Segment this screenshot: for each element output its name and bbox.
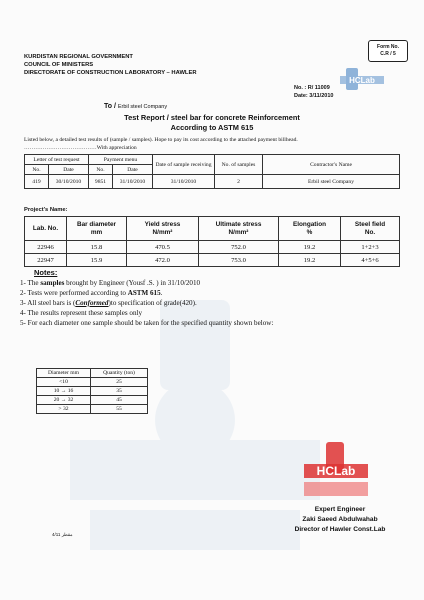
table-row xyxy=(25,241,400,254)
cell-elongation: 19.2 xyxy=(279,254,341,267)
organization-header xyxy=(24,53,197,77)
hdr-payment-no: No. xyxy=(89,165,113,175)
stamp-logo-text: HCLab xyxy=(316,464,356,478)
note-3-c: )to specification of grade(420). xyxy=(108,299,197,307)
signature-position: Director of Hawler Const.Lab xyxy=(294,526,386,533)
cell-sample-date: 31/10/2010 xyxy=(153,175,215,189)
quantity-table xyxy=(36,368,148,414)
note-1 xyxy=(20,278,410,288)
hdr-contractor: Contractor's Name xyxy=(263,155,400,175)
report-title xyxy=(60,113,364,133)
laboratory-stamp xyxy=(296,440,376,504)
addressee xyxy=(104,103,167,110)
signature-name: Zaki Saeed Abdulwahab xyxy=(302,516,378,523)
header-line-2: COUNCIL OF MINISTERS xyxy=(24,62,94,68)
note-3-b: Conformed xyxy=(75,299,109,307)
hdr-letter-request: Letter of test request xyxy=(25,155,89,165)
cell-lab-no: 22947 xyxy=(25,254,67,267)
cell-steel-field: 1+2+3 xyxy=(341,241,400,254)
cell-yield-stress: 470.5 xyxy=(127,241,199,254)
hdr-letter-no: No. xyxy=(25,165,49,175)
cell-steel-field: 4+5+6 xyxy=(341,254,400,267)
project-name-label: Project's Name: xyxy=(24,207,68,213)
intro-text xyxy=(24,136,404,152)
hdr-payment-menu: Payment menu xyxy=(89,155,153,165)
hdr-yield-stress xyxy=(127,217,199,241)
note-4: 4- The results represent these samples only xyxy=(20,309,143,317)
cell-ultimate-stress: 753.0 xyxy=(199,254,279,267)
hclab-logo xyxy=(340,66,384,92)
hdr-sample-date: Date of sample receiving xyxy=(153,155,215,175)
cell-quantity: 45 xyxy=(91,396,148,405)
hdr-ultimate-stress xyxy=(199,217,279,241)
cell-yield-stress: 472.0 xyxy=(127,254,199,267)
table-row xyxy=(37,405,148,414)
cell-contractor: Erbil steel Company xyxy=(263,175,400,189)
cell-diameter: > 32 xyxy=(37,405,91,414)
cell-diameter: 10 → 16 xyxy=(37,387,91,396)
notes-heading: Notes: xyxy=(34,268,58,277)
hdr-steel-field xyxy=(341,217,400,241)
hdr-lab-no xyxy=(25,217,67,241)
signature-block xyxy=(266,505,414,535)
cell-letter-no: 419 xyxy=(25,175,49,189)
note-2-a: 2- Tests were performed according to xyxy=(20,289,128,297)
note-3-a: 3- All steel bars is ( xyxy=(20,299,76,307)
report-number: No. : R/ 11009 xyxy=(294,85,330,91)
note-1-b: samples xyxy=(40,279,65,287)
table-row xyxy=(37,387,148,396)
hdr-sample-count: No. of samples xyxy=(215,155,263,175)
form-number-value: C.R / 5 xyxy=(380,51,396,57)
cell-payment-date: 31/10/2010 xyxy=(113,175,153,189)
hdr-letter-date: Date xyxy=(49,165,89,175)
intro-line-1: Listed below, a detailed test results of (sample / samples). Hope to pay its cost according to the attached payment billhead. xyxy=(24,137,298,143)
cell-letter-date: 30/10/2010 xyxy=(49,175,89,189)
addressee-name: Erbil steel Company xyxy=(117,104,168,110)
note-5: 5- For each diameter one sample should be taken for the specified quantity shown below: xyxy=(20,319,274,327)
hdr-steel-field-l2: No. xyxy=(364,228,376,236)
cell-sample-count: 2 xyxy=(215,175,263,189)
footer-note: 4/11 مقطر xyxy=(52,532,73,537)
table-row xyxy=(25,175,400,189)
hdr-elongation xyxy=(279,217,341,241)
hdr-ultimate-stress-l2: N/mm² xyxy=(228,228,249,236)
note-2-b: ASTM 615 xyxy=(127,289,161,297)
table-row xyxy=(25,254,400,267)
report-date: Date: 3/11/2010 xyxy=(294,93,334,99)
table-row xyxy=(37,378,148,387)
hdr-steel-field-l1: Steel field xyxy=(354,221,386,228)
hdr-yield-stress-l1: Yield stress xyxy=(144,221,181,228)
hdr-ultimate-stress-l1: Ultimate stress xyxy=(215,221,262,228)
hdr-yield-stress-l2: N/mm² xyxy=(152,228,173,236)
title-line-1: Test Report / steel bar for concrete Reinforcement xyxy=(124,113,300,122)
cell-diameter: <10 xyxy=(37,378,91,387)
hdr-diameter: Diameter mm xyxy=(37,369,91,378)
signature-title: Expert Engineer xyxy=(314,506,366,513)
note-2-c: . xyxy=(160,289,163,297)
cell-lab-no: 22946 xyxy=(25,241,67,254)
cell-quantity: 35 xyxy=(91,387,148,396)
header-line-3: DIRECTORATE OF CONSTRUCTION LABORATORY – HAWLER xyxy=(24,70,197,76)
cell-quantity: 55 xyxy=(91,405,148,414)
results-table xyxy=(24,216,400,267)
cell-diameter: 20 → 32 xyxy=(37,396,91,405)
hdr-bar-diameter-l2: mm xyxy=(90,228,103,236)
reference-block xyxy=(294,84,333,100)
form-number-box xyxy=(368,40,408,62)
note-2 xyxy=(20,288,410,298)
addressee-prefix: To / xyxy=(104,103,116,110)
note-1-c: brought by Engineer (Yousf .S. ) in 31/10/2010 xyxy=(64,279,201,287)
cell-bar-diameter: 15.9 xyxy=(67,254,127,267)
form-number-label: Form No. xyxy=(377,44,399,50)
hdr-elongation-l1: Elongation xyxy=(292,221,326,228)
header-line-1: KURDISTAN REGIONAL GOVERNMENT xyxy=(24,54,133,60)
request-table xyxy=(24,154,400,189)
hdr-bar-diameter-l1: Bar diameter xyxy=(76,221,117,228)
cell-elongation: 19.2 xyxy=(279,241,341,254)
hdr-bar-diameter xyxy=(67,217,127,241)
note-1-a: 1- The xyxy=(20,279,41,287)
title-line-2: According to ASTM 615 xyxy=(170,123,254,132)
cell-ultimate-stress: 752.0 xyxy=(199,241,279,254)
cell-quantity: 25 xyxy=(91,378,148,387)
cell-payment-no: 9851 xyxy=(89,175,113,189)
hdr-quantity: Quantity (ton) xyxy=(91,369,148,378)
cell-bar-diameter: 15.8 xyxy=(67,241,127,254)
hdr-elongation-l2: % xyxy=(306,228,313,236)
logo-text: HCLab xyxy=(349,76,375,85)
note-3 xyxy=(20,298,410,308)
notes-list xyxy=(20,278,410,328)
hdr-lab-no-text: Lab. No. xyxy=(32,224,59,232)
hdr-payment-date: Date xyxy=(113,165,153,175)
intro-line-2: …………………………………With appreciation xyxy=(24,145,137,151)
table-row xyxy=(37,396,148,405)
